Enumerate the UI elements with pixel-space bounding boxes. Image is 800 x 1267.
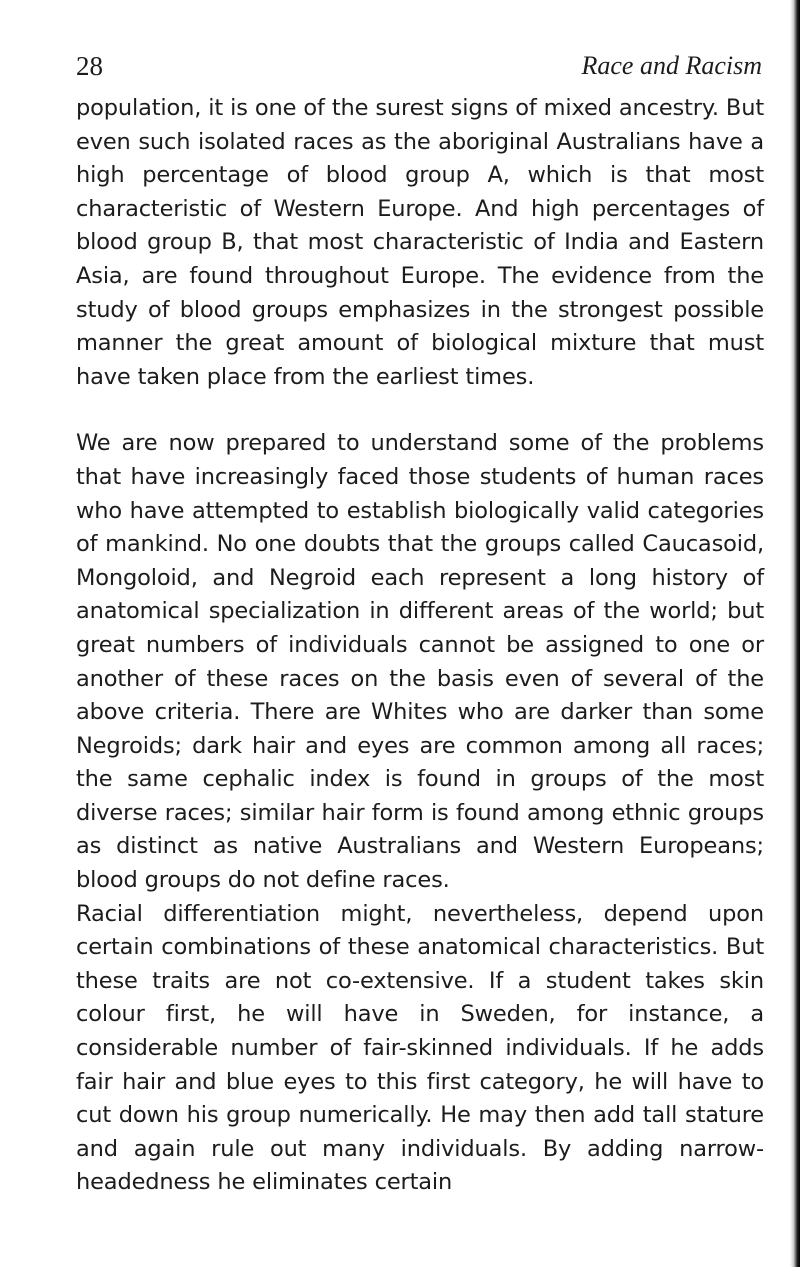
paragraph-3: Racial differentiation might, nevertheless, depend upon certain combinations of these anatomical characteristics. But these traits are not co-extensive. If a student takes skin colour first, he will have in Sweden, for instance, a considerable number of fair-skinned individuals. If he adds fair hair and blue eyes to this first category, he will have to cut down his group numerically. He may then add tall stature and again rule out many individuals. By adding narrow-headedness he eliminates certain xyxy=(76,900,764,1196)
paragraph-1: population, it is one of the surest signs of mixed ancestry. But even such isolated races as the aboriginal Australians have a high percentage of blood group A, which is that most characteristic of Western Europe. And high percentages of blood group B, that most characteristic of India and Eastern Asia, are found throughout Europe. The evidence from the study of blood groups emphasizes in the strongest possible manner the great amount of biological mixture that must have taken place from the earliest times. xyxy=(76,95,764,390)
running-title: Race and Racism xyxy=(581,51,762,80)
paragraph-2: We are now prepared to understand some of the problems that have increasingly faced those students of human races who have attempted to establish biologically valid categories of mankind. No one doubts that the groups called Caucasoid, Mongoloid, and Negroid each represent a long history of anatomical specialization in different areas of the world; but great numbers of individuals cannot be assigned to one or another of these races on the basis even of several of the above criteria. There are Whites who are darker than some Negroids; dark hair and eyes are common among all races; the same cephalic index is found in groups of the most diverse races; similar hair form is found among ethnic groups as distinct as native Australians and Western Europeans; blood groups do not define races. xyxy=(76,430,764,894)
body-text xyxy=(76,92,764,1200)
page-number: 28 xyxy=(76,51,103,81)
page-edge-shadow xyxy=(790,0,800,1267)
page-header xyxy=(76,48,762,88)
